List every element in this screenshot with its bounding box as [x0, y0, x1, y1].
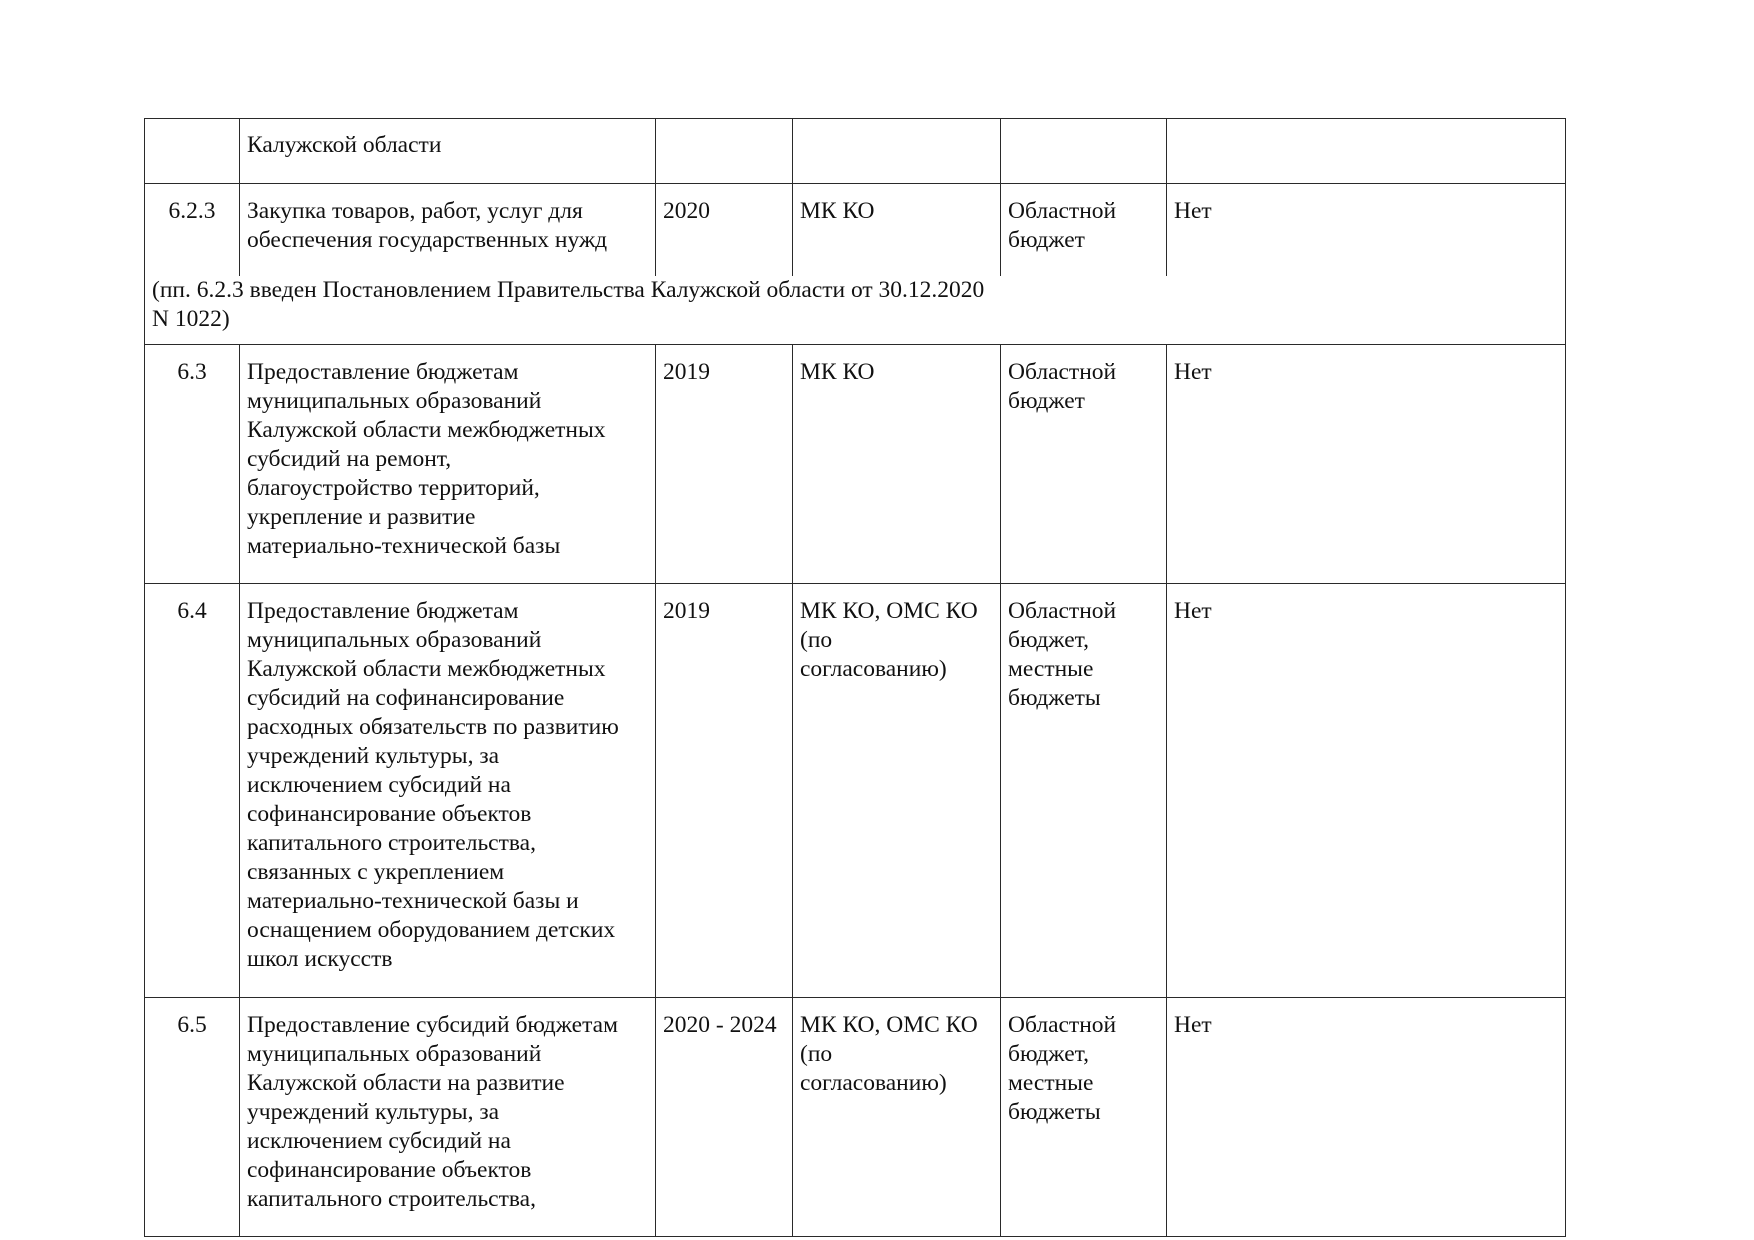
funding-source: Областной бюджет, местные бюджеты: [1001, 584, 1167, 998]
period: 2019: [656, 584, 793, 998]
note: [1167, 119, 1566, 184]
executor: МК КО, ОМС КО (по согласованию): [793, 584, 1001, 998]
executor: МК КО: [793, 184, 1001, 277]
funding-source: Областной бюджет: [1001, 184, 1167, 277]
row-number: 6.3: [145, 345, 240, 584]
note: Нет: [1167, 584, 1566, 998]
measure-name: Калужской области: [240, 119, 656, 184]
table-row: [145, 345, 1566, 584]
table-row: [145, 184, 1566, 277]
table-row: [145, 584, 1566, 998]
measure-name: Предоставление субсидий бюджетам муниципальных образований Калужской области на развитие учреждений культуры, за исключением субсидий на софинансирование объектов капитального строительства,: [240, 998, 656, 1237]
measure-name: Предоставление бюджетам муниципальных образований Калужской области межбюджетных субсидий на ремонт, благоустройство территорий, укрепление и развитие материально-технической базы: [240, 345, 656, 584]
executor: МК КО: [793, 345, 1001, 584]
period: 2020 - 2024: [656, 998, 793, 1237]
row-number: 6.2.3: [145, 184, 240, 277]
period: 2020: [656, 184, 793, 277]
executor: МК КО, ОМС КО (по согласованию): [793, 998, 1001, 1237]
funding-source: Областной бюджет: [1001, 345, 1167, 584]
amendment-note: (пп. 6.2.3 введен Постановлением Правительства Калужской области от 30.12.2020 N 1022): [145, 276, 1566, 345]
row-number: [145, 119, 240, 184]
amendment-row: [145, 276, 1566, 345]
period: [656, 119, 793, 184]
period: 2019: [656, 345, 793, 584]
funding-source: Областной бюджет, местные бюджеты: [1001, 998, 1167, 1237]
table-row: [145, 119, 1566, 184]
measure-name: Закупка товаров, работ, услуг для обеспечения государственных нужд: [240, 184, 656, 277]
measures-table: [144, 118, 1566, 1237]
funding-source: [1001, 119, 1167, 184]
note: Нет: [1167, 345, 1566, 584]
measure-name: Предоставление бюджетам муниципальных образований Калужской области межбюджетных субсидий на софинансирование расходных обязательств по развитию учреждений культуры, за исключением субсидий на софинансирование объектов капитального строительства, связанных с укреплением материально-технической базы и оснащением оборудованием детских школ искусств: [240, 584, 656, 998]
row-number: 6.5: [145, 998, 240, 1237]
note: Нет: [1167, 184, 1566, 277]
note: Нет: [1167, 998, 1566, 1237]
executor: [793, 119, 1001, 184]
table-row: [145, 998, 1566, 1237]
row-number: 6.4: [145, 584, 240, 998]
